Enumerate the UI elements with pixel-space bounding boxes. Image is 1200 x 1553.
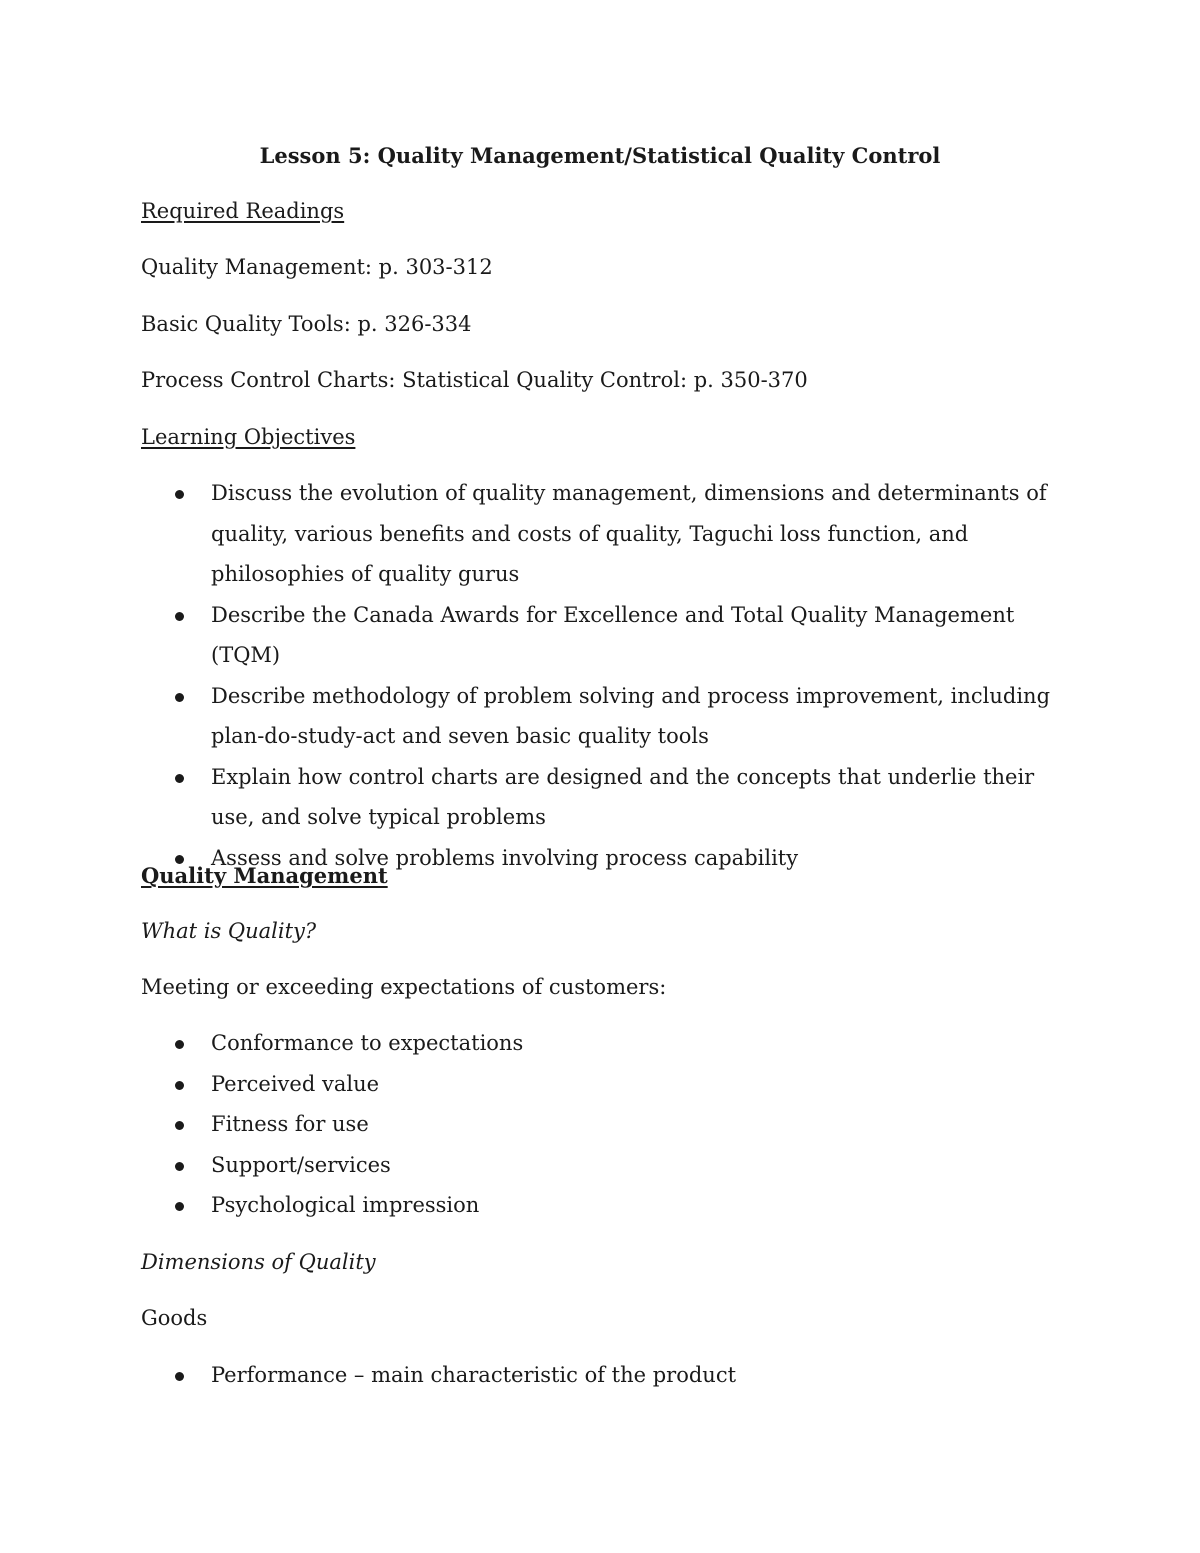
bullet-icon <box>175 1372 184 1381</box>
dimensions-list <box>141 1355 1051 1396</box>
list-item-text: Support/services <box>211 1152 391 1177</box>
list-item <box>141 473 1051 595</box>
bullet-icon <box>175 1202 184 1211</box>
list-item-text: Discuss the evolution of quality management, dimensions and determinants of quality, various benefits and costs of quality, Taguchi loss function, and philosophies of quality gurus <box>211 481 1047 586</box>
reading-item: Quality Management: p. 303-312 <box>141 255 493 279</box>
list-item-text: Describe the Canada Awards for Excellence and Total Quality Management (TQM) <box>211 602 1015 667</box>
bullet-icon <box>175 774 184 783</box>
bullet-icon <box>175 612 184 621</box>
list-item <box>141 676 1051 757</box>
list-item <box>141 1104 1051 1145</box>
quality-expectations-list <box>141 1023 1051 1226</box>
learning-objectives-heading: Learning Objectives <box>141 425 356 449</box>
reading-item: Basic Quality Tools: p. 326-334 <box>141 312 472 336</box>
required-readings-heading: Required Readings <box>141 199 345 223</box>
list-item <box>141 1023 1051 1064</box>
list-item-text: Describe methodology of problem solving and process improvement, including plan-do-study-act and seven basic quality tools <box>211 683 1051 748</box>
list-item-text: Fitness for use <box>211 1112 369 1136</box>
bullet-icon <box>175 1081 184 1090</box>
reading-item: Process Control Charts: Statistical Quality Control: p. 350-370 <box>141 368 808 392</box>
list-item <box>141 757 1051 838</box>
learning-objectives-list <box>141 473 1051 878</box>
bullet-icon <box>175 693 184 702</box>
list-item-text: Conformance to expectations <box>211 1031 524 1055</box>
list-item-text: Explain how control charts are designed and the concepts that underlie their use, and solve typical problems <box>211 764 1035 829</box>
list-item <box>141 1064 1051 1105</box>
list-item <box>141 1185 1051 1226</box>
bullet-icon <box>175 1162 184 1171</box>
goods-label: Goods <box>141 1306 208 1330</box>
bullet-icon <box>175 1121 184 1130</box>
list-item <box>141 1355 1051 1396</box>
list-item <box>141 1145 1051 1186</box>
list-item-text: Perceived value <box>211 1071 380 1096</box>
list-item-text: Performance – main characteristic of the product <box>211 1363 737 1387</box>
dimensions-of-quality-subheading: Dimensions of Quality <box>141 1250 376 1274</box>
bullet-icon <box>175 490 184 499</box>
what-is-quality-subheading: What is Quality? <box>141 919 317 943</box>
list-item-text: Assess and solve problems involving process capability <box>211 845 799 870</box>
what-is-quality-intro: Meeting or exceeding expectations of customers: <box>141 975 667 999</box>
list-item <box>141 595 1051 676</box>
bullet-icon <box>175 1040 184 1049</box>
document-title: Lesson 5: Quality Management/Statistical Quality Control <box>259 143 941 168</box>
list-item-text: Psychological impression <box>211 1193 480 1217</box>
quality-management-heading: Quality Management <box>141 863 388 888</box>
